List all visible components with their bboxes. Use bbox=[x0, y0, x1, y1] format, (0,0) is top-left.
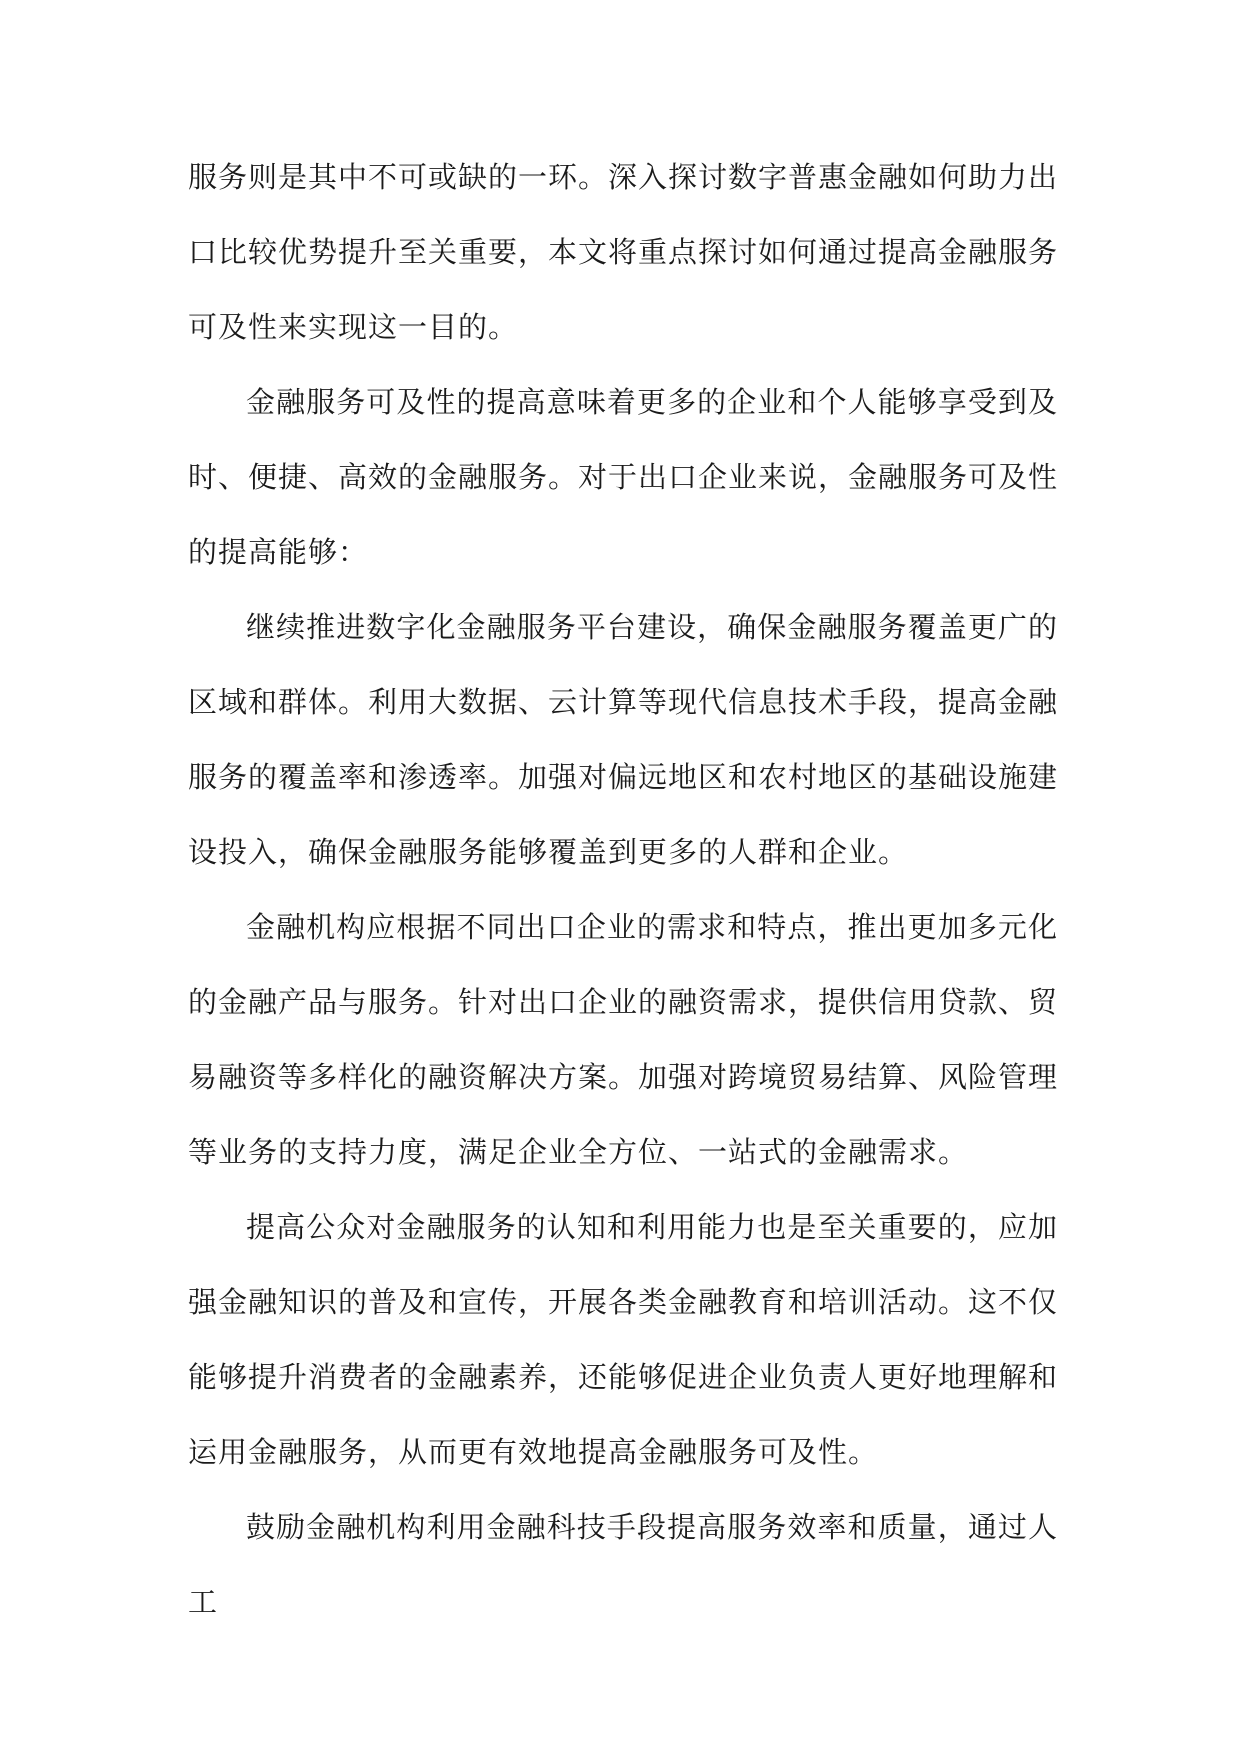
paragraph-financial-literacy: 提高公众对金融服务的认知和利用能力也是至关重要的，应加强金融知识的普及和宣传，开展各类金融教育和培训活动。这不仅能够提升消费者的金融素养，还能够促进企业负责人更好地理解和运用金融服务，从而更有效地提高金融服务可及性。 bbox=[188, 1210, 1059, 1469]
paragraph-fintech: 鼓励金融机构利用金融科技手段提高服务效率和质量，通过人工 bbox=[188, 1510, 1058, 1619]
paragraph-accessibility: 金融服务可及性的提高意味着更多的企业和个人能够享受到及时、便捷、高效的金融服务。对于出口企业来说，金融服务可及性的提高能够： bbox=[188, 385, 1059, 569]
paragraph-continuation: 服务则是其中不可或缺的一环。深入探讨数字普惠金融如何助力出口比较优势提升至关重要，本文将重点探讨如何通过提高金融服务可及性来实现这一目的。 bbox=[188, 160, 1059, 344]
document-body bbox=[188, 140, 1058, 1640]
paragraph-digital-platform: 继续推进数字化金融服务平台建设，确保金融服务覆盖更广的区域和群体。利用大数据、云计算等现代信息技术手段，提高金融服务的覆盖率和渗透率。加强对偏远地区和农村地区的基础设施建设投入，确保金融服务能够覆盖到更多的人群和企业。 bbox=[188, 610, 1059, 869]
paragraph-diversified-products: 金融机构应根据不同出口企业的需求和特点，推出更加多元化的金融产品与服务。针对出口企业的融资需求，提供信用贷款、贸易融资等多样化的融资解决方案。加强对跨境贸易结算、风险管理等业务的支持力度，满足企业全方位、一站式的金融需求。 bbox=[188, 910, 1059, 1169]
